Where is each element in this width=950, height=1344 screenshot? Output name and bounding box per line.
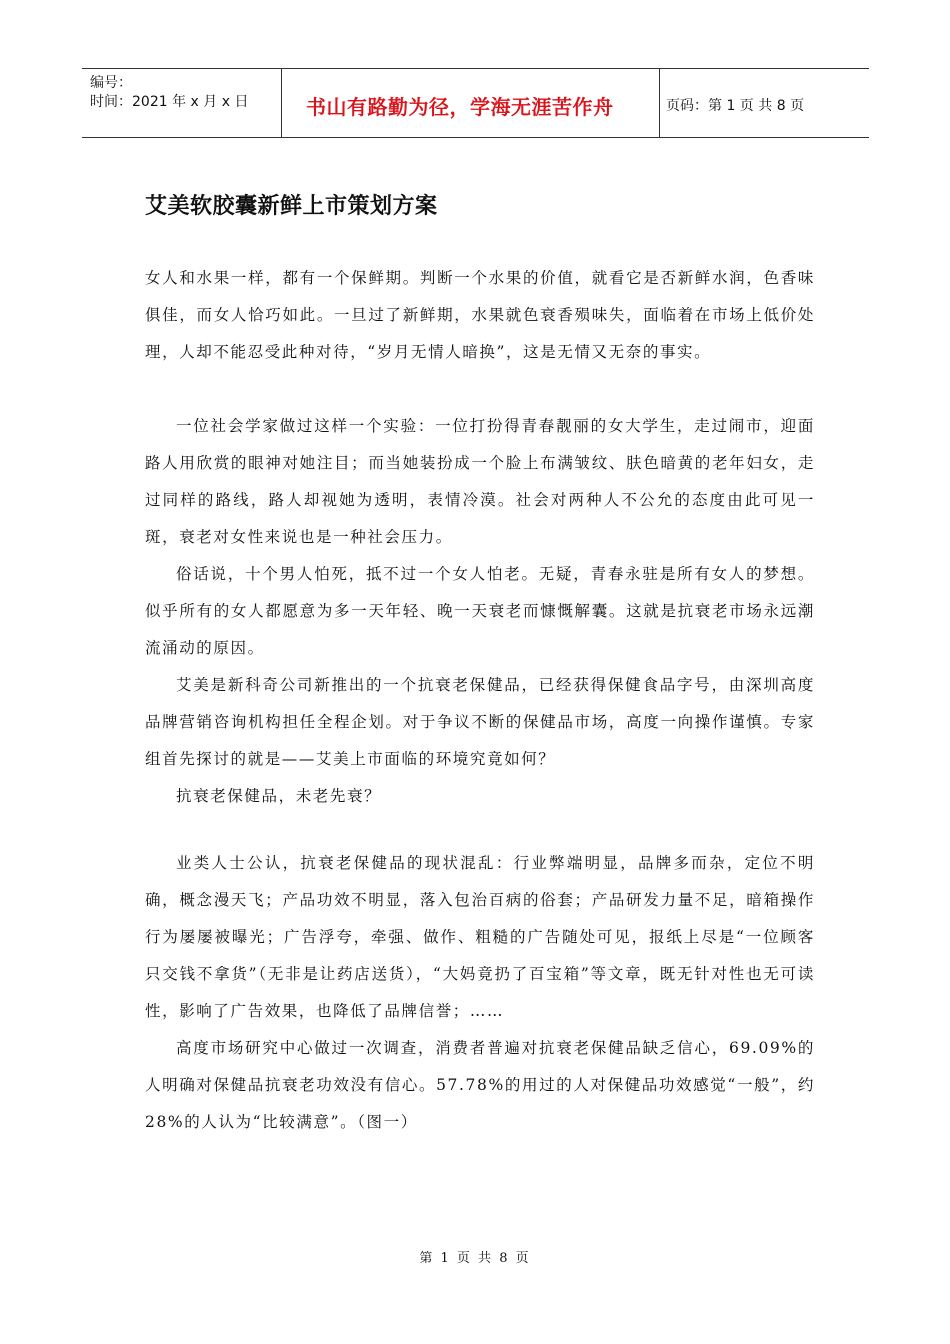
- paragraph-6: 高度市场研究中心做过一次调查，消费者普遍对抗衰老保健品缺乏信心，69.09%的人明确对保健品抗衰老功效没有信心。57.78%的用过的人对保健品功效感觉“一般”，约 28%的人认为“比较满意”。（图一）: [145, 1039, 815, 1131]
- header-motto: 书山有路勤为径，学海无涯苦作舟: [306, 95, 614, 119]
- document-header: [82, 68, 869, 138]
- paragraph-3: 俗话说，十个男人怕死，抵不过一个女人怕老。无疑，青春永驻是所有女人的梦想。似乎所有的女人都愿意为多一天年轻、晚一天衰老而慷慨解囊。这就是抗衰老市场永远潮流涌动的原因。: [145, 565, 815, 657]
- document-date: 时间：2021 年 x 月 x 日: [90, 94, 249, 110]
- page-footer: 第 1 页 共 8 页: [419, 1251, 531, 1266]
- paragraph-5: 业类人士公认，抗衰老保健品的现状混乱：行业弊端明显，品牌多而杂，定位不明确，概念漫天飞；产品功效不明显，落入包治百病的俗套；产品研发力量不足，暗箱操作行为屡屡被曝光；广告浮夸，牵强、做作、粗糙的广告随处可见，报纸上尽是“一位顾客只交钱不拿货”（无非是让药店送货），“大妈竟扔了百宝箱”等文章，既无针对性也无可读性，影响了广告效果，也降低了品牌信誉；……: [145, 854, 815, 1020]
- header-page-cell: [660, 69, 869, 137]
- header-motto-cell: [281, 69, 660, 137]
- header-page-info: 页码：第 1 页 共 8 页: [666, 98, 805, 114]
- paragraph-2: 一位社会学家做过这样一个实验：一位打扮得青春靓丽的女大学生，走过闹市，迎面路人用欣赏的眼神对她注目；而当她装扮成一个脸上布满皱纹、肤色暗黄的老年妇女，走过同样的路线，路人却视她为透明，表情冷漠。社会对两种人不公允的态度由此可见一斑，衰老对女性来说也是一种社会压力。: [145, 417, 815, 546]
- paragraph-1: 女人和水果一样，都有一个保鲜期。判断一个水果的价值，就看它是否新鲜水润，色香味俱佳，而女人恰巧如此。一旦过了新鲜期，水果就色衰香殒味失，面临着在市场上低价处理，人却不能忍受此种对待，“岁月无情人暗换”，这是无情又无奈的事实。: [145, 269, 815, 361]
- header-meta-cell: [82, 69, 281, 137]
- document-title: 艾美软胶囊新鲜上市策划方案: [145, 194, 438, 219]
- section-heading: 抗衰老保健品，未老先衰？: [176, 787, 382, 805]
- paragraph-4: 艾美是新科奇公司新推出的一个抗衰老保健品，已经获得保健食品字号，由深圳高度品牌营销咨询机构担任全程企划。对于争议不断的保健品市场，高度一向操作谨慎。专家组首先探讨的就是——艾美上市面临的环境究竟如何？: [145, 676, 815, 768]
- document-number-label: 编号：: [90, 75, 132, 91]
